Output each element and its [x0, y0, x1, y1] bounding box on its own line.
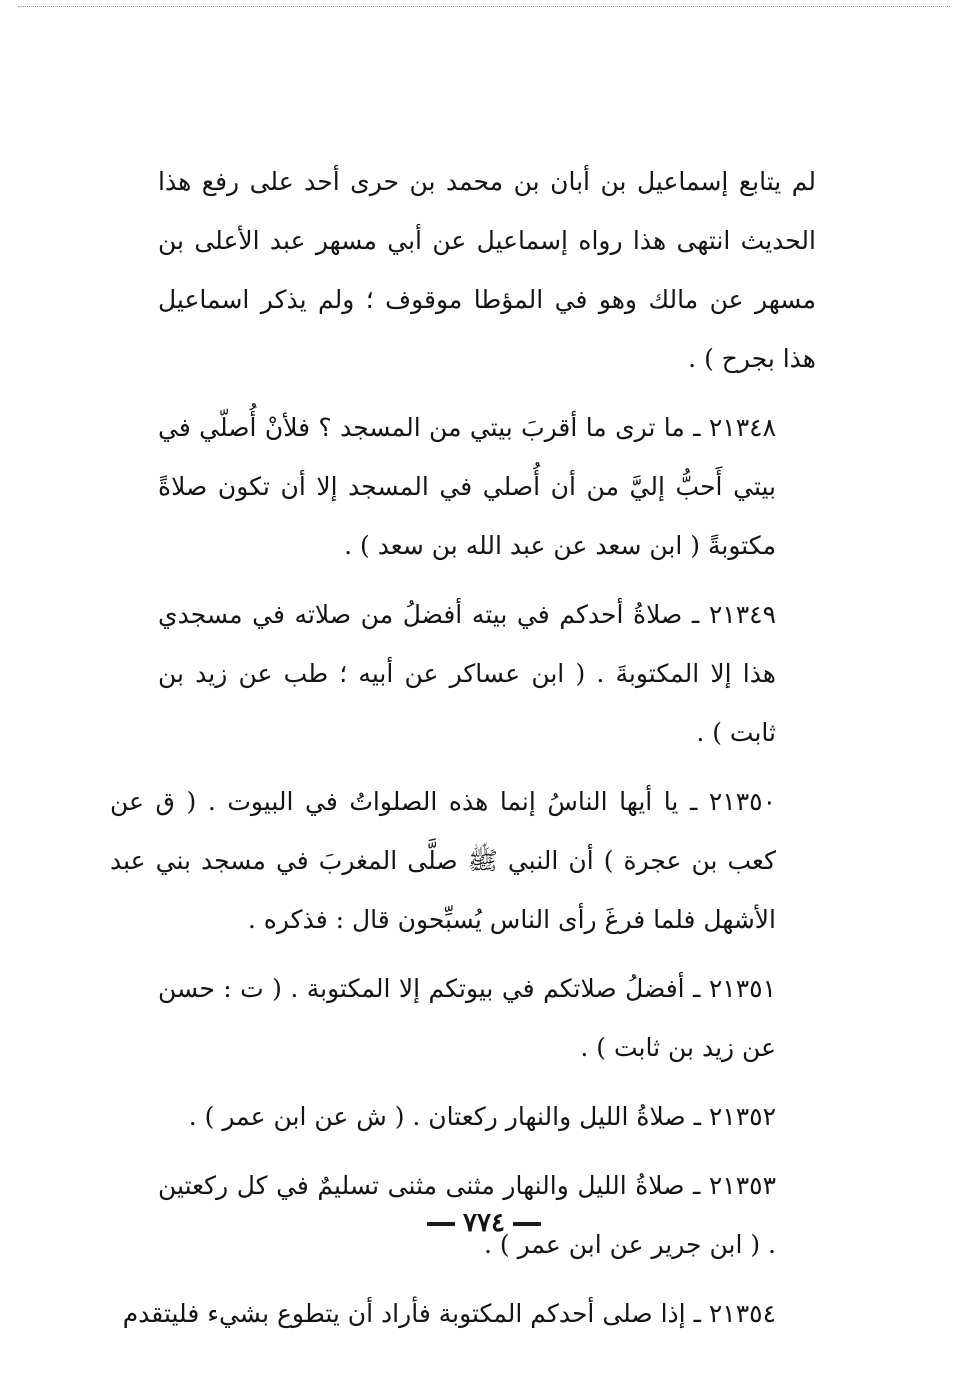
hadith-21349: ٢١٣٤٩ ـ صلاةُ أحدكم في بيته أفضلُ من صلاته في مسجدي هذا إلا المكتوبةَ . ( ابن عساكر عن أبيه ؛ طب عن زيد بن ثابت ) . [158, 600, 776, 747]
page-body [110, 152, 816, 1343]
hadith-21348: ٢١٣٤٨ ـ ما ترى ما أقربَ بيتي من المسجد ؟ فلأنْ أُصلّي في بيتي أَحبُّ إليَّ من أن أُصلي في المسجد إلا أن تكون صلاةً مكتوبةً ( ابن سعد عن عبد الله بن سعد ) . [158, 413, 776, 560]
hadith-21350: ٢١٣٥٠ ـ يا أيها الناسُ إنما هذه الصلواتُ في البيوت . ( ق عن كعب بن عجرة ) أن النبي ﷺ صلَّى المغربَ في مسجد بني عبد الأشهل فلما فرغَ رأى الناس يُسبِّحون قال : فذكره . [110, 787, 776, 934]
hadith-21351: ٢١٣٥١ ـ أفضلُ صلاتكم في بيوتكم إلا المكتوبة . ( ت : حسن عن زيد بن ثابت ) . [158, 974, 776, 1062]
page-number-dash-right [513, 1222, 541, 1226]
top-border-rule [18, 6, 950, 7]
hadith-21353: ٢١٣٥٣ ـ صلاةُ الليل والنهار مثنى مثنى تسليمٌ في كل ركعتين . ( ابن جرير عن ابن عمر ) . [158, 1171, 776, 1259]
page-number-dash-left [427, 1222, 455, 1226]
page-number-value: ٧٧٤ [463, 1208, 505, 1238]
page-number [0, 1208, 968, 1238]
paragraph-continuation: لم يتابع إسماعيل بن أبان بن محمد بن حرى أحد على رفع هذا الحديث انتهى هذا رواه إسماعيل عن أبي مسهر عبد الأعلى بن مسهر عن مالك وهو في المؤطا موقوف ؛ ولم يذكر اسماعيل هذا بجرح ) . [158, 167, 816, 373]
hadith-21354: ٢١٣٥٤ ـ إذا صلى أحدكم المكتوبة فأراد أن يتطوع بشيء فليتقدم [122, 1299, 776, 1328]
hadith-21352: ٢١٣٥٢ ـ صلاةُ الليل والنهار ركعتان . ( ش عن ابن عمر ) . [188, 1102, 776, 1131]
